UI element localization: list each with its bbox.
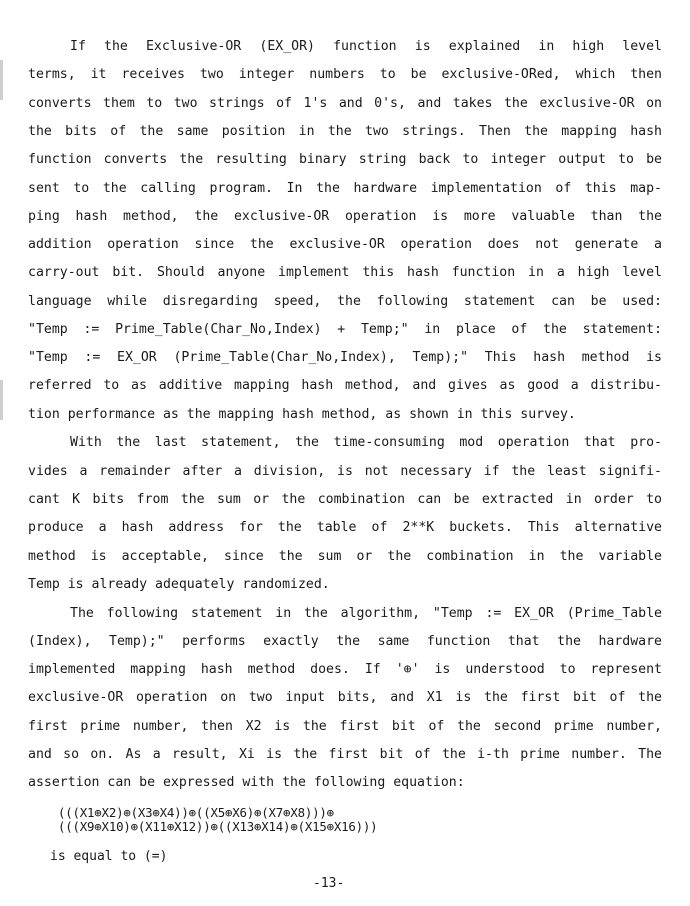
paragraph-2-line: cant K bits from the sum or the combination can be extracted in order to	[28, 492, 662, 507]
paragraph-1-line: the bits of the same position in the two strings. Then the mapping hash	[28, 124, 662, 139]
paragraph-1-line: ping hash method, the exclusive-OR operation is more valuable than the	[28, 209, 662, 224]
paragraph-3-line: (Index), Temp);" performs exactly the same function that the hardware	[28, 634, 662, 649]
paragraph-1-line: language while disregarding speed, the following statement can be used:	[28, 294, 662, 309]
paragraph-2-line: method is acceptable, since the sum or the combination in the variable	[28, 549, 662, 564]
paragraph-1-line: "Temp := EX_OR (Prime_Table(Char_No,Index), Temp);" This hash method is	[28, 350, 662, 365]
paragraph-2-line: Temp is already adequately randomized.	[28, 577, 330, 592]
equation-tail: is equal to (=)	[50, 849, 168, 864]
paragraph-1-line: "Temp := Prime_Table(Char_No,Index) + Temp;" in place of the statement:	[28, 322, 662, 337]
paragraph-1-line: function converts the resulting binary string back to integer output to be	[28, 152, 662, 167]
paragraph-1-line: addition operation since the exclusive-OR operation does not generate a	[28, 237, 662, 252]
paragraph-3-line: The following statement in the algorithm, "Temp := EX_OR (Prime_Table	[70, 606, 662, 621]
paragraph-3-line: and so on. As a result, Xi is the first bit of the i-th prime number. The	[28, 747, 662, 762]
paragraph-1-line: referred to as additive mapping hash method, and gives as good a distribu-	[28, 378, 662, 393]
scan-mark	[0, 60, 3, 100]
paragraph-3-line: implemented mapping hash method does. If '⊕' is understood to represent	[28, 662, 662, 677]
equation-line: (((X1⊕X2)⊕(X3⊕X4))⊕((X5⊕X6)⊕(X7⊕X8)))⊕	[58, 805, 334, 820]
page-number: -13-	[313, 876, 345, 891]
paragraph-3-line: assertion can be expressed with the following equation:	[28, 775, 465, 790]
paragraph-2-line: With the last statement, the time-consuming mod operation that pro-	[70, 435, 662, 450]
paragraph-1-line: sent to the calling program. In the hardware implementation of this map-	[28, 181, 662, 196]
paragraph-1-line: tion performance as the mapping hash method, as shown in this survey.	[28, 407, 576, 422]
paragraph-2-line: vides a remainder after a division, is not necessary if the least signifi-	[28, 464, 662, 479]
scan-mark	[0, 380, 3, 420]
paragraph-3-line: exclusive-OR operation on two input bits, and X1 is the first bit of the	[28, 690, 662, 705]
equation-line: (((X9⊕X10)⊕(X11⊕X12))⊕((X13⊕X14)⊕(X15⊕X16)))	[58, 819, 378, 834]
paragraph-1-line: converts them to two strings of 1's and 0's, and takes the exclusive-OR on	[28, 96, 662, 111]
paragraph-1-line: If the Exclusive-OR (EX_OR) function is explained in high level	[70, 39, 662, 54]
paragraph-1-line: carry-out bit. Should anyone implement this hash function in a high level	[28, 265, 662, 280]
paragraph-2-line: produce a hash address for the table of 2**K buckets. This alternative	[28, 520, 662, 535]
paragraph-1-line: terms, it receives two integer numbers to be exclusive-ORed, which then	[28, 67, 662, 82]
paragraph-3-line: first prime number, then X2 is the first bit of the second prime number,	[28, 719, 662, 734]
